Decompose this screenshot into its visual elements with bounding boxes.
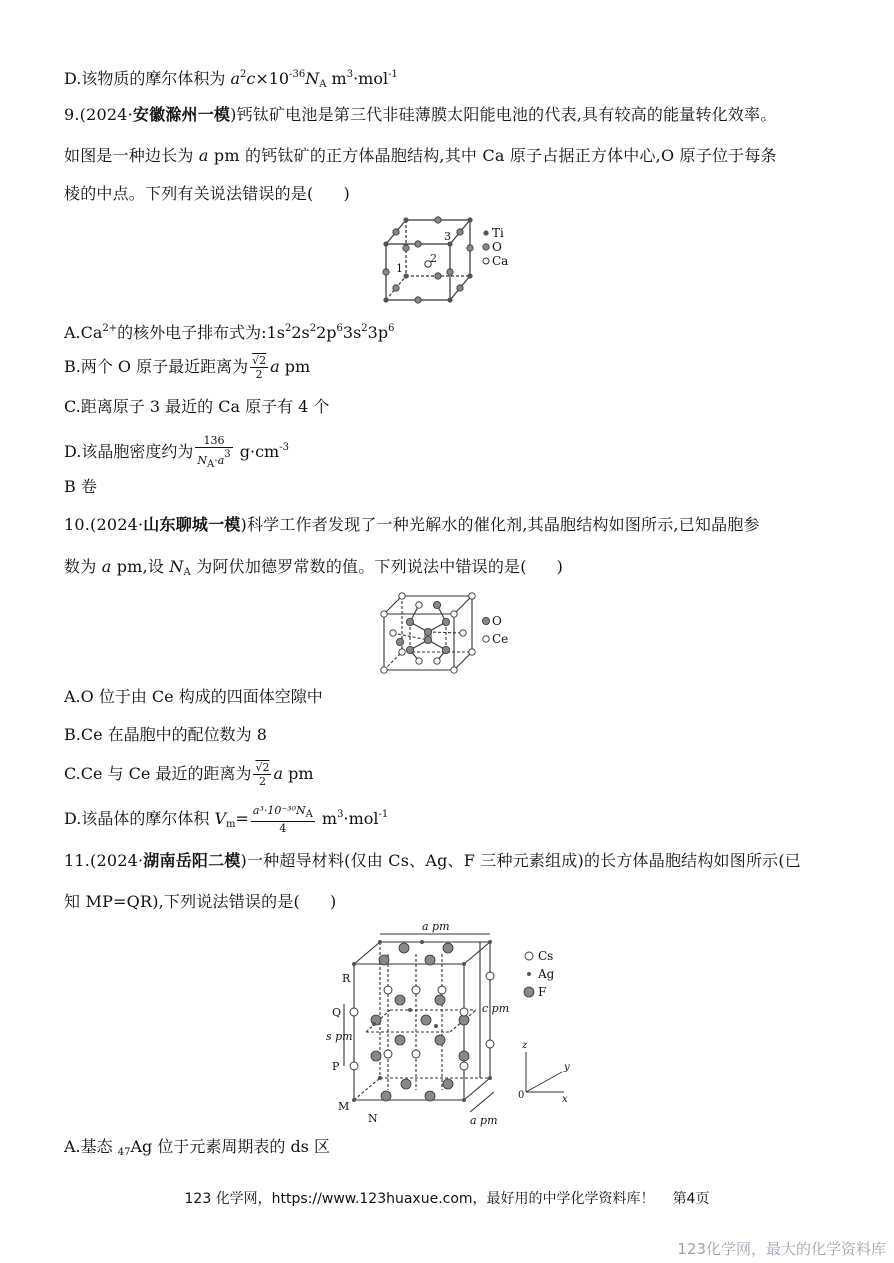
ag-atom xyxy=(408,1008,412,1012)
o-atom xyxy=(393,285,399,291)
f-atom xyxy=(379,955,389,965)
axis-x: x xyxy=(562,1094,568,1105)
legend-o: O xyxy=(492,240,502,254)
ce-atom xyxy=(434,658,440,664)
q8d-na: N xyxy=(305,69,320,88)
ti-atom xyxy=(467,217,472,222)
legend-ce-icon xyxy=(483,636,489,642)
q10b-text: B.Ce 在晶胞中的配位数为 8 xyxy=(64,725,267,744)
q9a-c0: 2 xyxy=(284,323,292,334)
legend-ag: Ag xyxy=(538,967,555,981)
label-1: 1 xyxy=(396,262,403,275)
ce-atom xyxy=(416,602,422,608)
q10d-unit: m xyxy=(316,809,338,828)
q9a-sup: 2+ xyxy=(102,323,118,334)
ce-atom xyxy=(390,630,396,636)
cs-atom xyxy=(350,1062,358,1070)
q9a-c7: 3p xyxy=(367,323,389,342)
legend-ti: Ti xyxy=(492,226,504,240)
q9d-num: 136 xyxy=(195,434,232,448)
q9a-text: A.Ca xyxy=(64,323,103,342)
q10d-unit-exp: 3 xyxy=(337,809,344,820)
q10d-den: 4 xyxy=(279,822,287,835)
f-atom xyxy=(371,1051,381,1061)
label-s: s pm xyxy=(326,1030,353,1043)
o-atom xyxy=(442,646,449,653)
q10-line2-var: a xyxy=(101,557,112,576)
cs-atom xyxy=(412,1050,420,1058)
ce-atom xyxy=(416,658,422,664)
ce-atom xyxy=(451,667,457,673)
q9b-unit: pm xyxy=(279,357,311,376)
q9a-c3: 2p xyxy=(316,323,337,342)
label-3: 3 xyxy=(444,230,451,243)
q9a-c4: 6 xyxy=(336,323,343,334)
ag-atom xyxy=(372,1022,376,1026)
ti-atom xyxy=(403,273,408,278)
q10-line2a: 数为 xyxy=(64,557,102,576)
q8d-text: D.该物质的摩尔体积为 xyxy=(64,69,231,88)
label-Q: Q xyxy=(332,1006,342,1019)
q11-stem-line1 xyxy=(64,850,801,872)
ce-atom xyxy=(381,667,387,673)
q10c-fraction xyxy=(253,761,271,788)
q9-option-a xyxy=(64,318,394,344)
f-atom xyxy=(435,1035,445,1045)
q10d-v-sub: m xyxy=(226,819,236,830)
q11-number: 11.(2024· xyxy=(64,851,144,870)
f-atom xyxy=(395,1035,405,1045)
o-atom xyxy=(403,245,409,251)
q11-cs-ag-f-cell-figure xyxy=(326,920,580,1128)
ti-atom xyxy=(383,297,388,302)
q9-line1: )钙钛矿电池是第三代非硅薄膜太阳能电池的代表,具有较高的能量转化效率。 xyxy=(230,105,777,124)
q10-stem-line2 xyxy=(64,556,563,584)
cs-atom xyxy=(460,1008,468,1016)
o-atom xyxy=(415,241,421,247)
o-atom xyxy=(435,273,441,279)
q9d-den-n: N xyxy=(197,454,207,467)
ti-atom xyxy=(447,297,452,302)
q9-perovskite-cell-figure xyxy=(378,214,518,306)
page-number: 第4页 xyxy=(672,1191,710,1207)
legend-cs-icon xyxy=(525,952,533,960)
legend-cs: Cs xyxy=(538,949,554,963)
f-atom xyxy=(399,943,409,953)
q9d-den-b: ·a xyxy=(214,454,225,467)
q9b-fraction xyxy=(250,354,268,381)
cs-atom xyxy=(438,986,446,994)
q10-option-d xyxy=(64,804,388,836)
q9b-var: a xyxy=(270,357,280,376)
legend-f-icon xyxy=(524,987,534,997)
q11-source: 湖南岳阳二模 xyxy=(143,851,241,870)
label-2: 2 xyxy=(430,252,437,265)
ce-atom xyxy=(381,611,387,617)
q9d-den xyxy=(195,448,232,471)
q10-stem-line1 xyxy=(64,514,760,536)
q9-line2a: 如图是一种边长为 xyxy=(64,146,199,165)
axis-y: y xyxy=(564,1062,570,1073)
q10a-text: A.O 位于由 Ce 构成的四面体空隙中 xyxy=(64,687,323,706)
section-b-title xyxy=(64,476,97,498)
o-atom xyxy=(433,601,440,608)
legend-o: O xyxy=(492,614,502,628)
q10d-num: a³·10⁻³⁰N xyxy=(252,804,306,817)
cs-atom xyxy=(486,972,494,980)
o-atom xyxy=(467,245,473,251)
o-atom xyxy=(393,229,399,235)
q8d-unit2: ·mol xyxy=(353,69,389,88)
ag-atom xyxy=(352,962,356,966)
q10d-num-sub: A xyxy=(305,809,313,820)
q10d-text: D.该晶体的摩尔体积 xyxy=(64,809,215,828)
q9d-unit: g·cm xyxy=(234,442,280,461)
q9-line2-var: a xyxy=(198,146,209,165)
q9a-c8: 6 xyxy=(388,323,395,334)
q10-na: N xyxy=(169,557,184,576)
f-atom xyxy=(421,1015,431,1025)
o-atom xyxy=(406,618,413,625)
q9-stem-line2 xyxy=(64,145,777,167)
o-atom xyxy=(435,217,441,223)
label-a-top: a pm xyxy=(422,920,450,933)
ag-atom xyxy=(488,940,492,944)
cs-atom xyxy=(412,986,420,994)
q9a-c6: 2 xyxy=(361,323,368,334)
q9d-den-sub: A xyxy=(206,459,215,470)
legend-ca: Ca xyxy=(492,254,509,268)
f-atom xyxy=(381,1091,391,1101)
q9d-den-exp: 3 xyxy=(224,449,231,460)
q11-line2a: 知 MP=QR),下列说法错误的是( xyxy=(64,892,300,911)
q9-number: 9.(2024· xyxy=(64,105,133,124)
page-footer xyxy=(0,1188,894,1208)
legend-ti-icon xyxy=(483,230,488,235)
q9b-den: 2 xyxy=(255,368,263,381)
q10d-fraction xyxy=(251,804,315,835)
legend-o-icon xyxy=(482,617,489,624)
o-atom xyxy=(447,269,453,275)
q10d-v: V xyxy=(214,809,226,828)
q9a-b: 的核外电子排布式为:1s xyxy=(117,323,285,342)
q9b-num: √2 xyxy=(252,354,267,367)
q9-line2b: pm 的钙钛矿的正方体晶胞结构,其中 Ca 原子占据正方体中心,O 原子位于每条 xyxy=(208,146,777,165)
q8d-na-sub: A xyxy=(319,79,327,90)
q10-line2c: 为阿伏加德罗常数的值。下列说法中错误的是( xyxy=(190,557,527,576)
q9-stem-line1 xyxy=(64,104,776,126)
cs-atom xyxy=(350,1008,358,1016)
legend-f: F xyxy=(538,985,547,999)
q9d-text: D.该晶胞密度约为 xyxy=(64,442,194,461)
section-b-text: B 卷 xyxy=(64,477,97,496)
f-atom xyxy=(459,1015,469,1025)
o-atom xyxy=(396,638,403,645)
q10c-den: 2 xyxy=(258,775,266,788)
q10d-eq: = xyxy=(235,809,249,828)
f-atom xyxy=(425,1091,435,1101)
ce-atom xyxy=(469,593,475,599)
label-a-bottom: a pm xyxy=(470,1114,498,1127)
q9-source: 安徽滁州一模 xyxy=(132,105,231,124)
label-M: M xyxy=(338,1100,350,1113)
legend-ca-icon xyxy=(483,258,489,264)
legend-o-icon xyxy=(483,244,489,250)
q9d-unit-exp: -3 xyxy=(279,442,289,453)
o-atom xyxy=(424,636,431,643)
ag-atom xyxy=(462,962,466,966)
q11a-text: A.基态 xyxy=(64,1137,118,1156)
q9-line3a: 棱的中点。下列有关说法错误的是( xyxy=(64,184,314,203)
watermark: 123化学网，最大的化学资料库 xyxy=(677,1240,886,1258)
cs-atom xyxy=(460,1062,468,1070)
ag-atom xyxy=(462,1098,466,1102)
f-atom xyxy=(435,995,445,1005)
q8d-var-a: a xyxy=(230,69,240,88)
cs-atom xyxy=(486,1040,494,1048)
q10-option-a xyxy=(64,686,323,708)
label-P: P xyxy=(332,1060,340,1073)
q11-option-a xyxy=(64,1136,330,1164)
q9-option-b xyxy=(64,354,310,381)
q8d-exp: -36 xyxy=(289,69,306,80)
label-N: N xyxy=(368,1112,378,1125)
o-atom xyxy=(406,646,413,653)
o-atom xyxy=(442,618,449,625)
ce-atom xyxy=(451,611,457,617)
f-atom xyxy=(395,995,405,1005)
q9-option-d xyxy=(64,434,289,471)
q8-option-d xyxy=(64,64,398,96)
f-atom xyxy=(425,955,435,965)
ag-atom xyxy=(378,940,382,944)
ce-atom xyxy=(469,649,475,655)
q9a-c5: 3s xyxy=(342,323,362,342)
ti-atom xyxy=(403,217,408,222)
q8d-unit-exp: 3 xyxy=(346,69,354,80)
label-c: c pm xyxy=(482,1002,510,1015)
q10c-text: C.Ce 与 Ce 最近的距离为 xyxy=(64,764,252,783)
q10-option-c xyxy=(64,761,314,788)
o-atom xyxy=(457,229,463,235)
q11-line1: )一种超导材料(仅由 Cs、Ag、F 三种元素组成)的长方体晶胞结构如图所示(已 xyxy=(240,851,801,870)
q9c-text: C.距离原子 3 最近的 Ca 原子有 4 个 xyxy=(64,397,330,416)
q10-line2d: ) xyxy=(556,557,564,576)
q10-line1: )科学工作者发现了一种光解水的催化剂,其晶胞结构如图所示,已知晶胞参 xyxy=(240,515,760,534)
q8d-unit2-exp: -1 xyxy=(388,69,398,80)
o-atom xyxy=(383,269,389,275)
ag-atom xyxy=(488,1076,492,1080)
q10-option-b xyxy=(64,724,267,746)
q9b-text: B.两个 O 原子最近距离为 xyxy=(64,357,249,376)
q10-na-sub: A xyxy=(183,567,191,578)
q11-line2b: ) xyxy=(329,892,337,911)
ag-atom xyxy=(434,1024,438,1028)
legend-ag-icon xyxy=(527,972,531,976)
footer-text: 123 化学网，https://www.123huaxue.com，最好用的中学化学资料库！ xyxy=(184,1191,655,1207)
ce-atom xyxy=(399,593,405,599)
label-R: R xyxy=(342,972,351,985)
ti-atom xyxy=(383,241,388,246)
legend-ce: Ce xyxy=(492,632,509,646)
ag-atom xyxy=(420,940,424,944)
q10-number: 10.(2024· xyxy=(64,515,144,534)
cs-atom xyxy=(384,1050,392,1058)
o-atom xyxy=(415,297,421,303)
q9-stem-line3 xyxy=(64,183,350,205)
f-atom xyxy=(401,1079,411,1089)
q10c-var: a xyxy=(273,764,284,783)
q10c-num: √2 xyxy=(255,761,270,774)
q11a-b: Ag 位于元素周期表的 ds 区 xyxy=(130,1137,330,1156)
q10d-unit2-exp: -1 xyxy=(378,809,389,820)
q10-source: 山东聊城一模 xyxy=(143,515,241,534)
q9a-c2: 2 xyxy=(309,323,317,334)
f-atom xyxy=(459,1051,469,1061)
axis-z: z xyxy=(522,1040,528,1051)
q10c-unit: pm xyxy=(283,764,314,783)
cs-atom xyxy=(384,986,392,994)
q9a-c1: 2s xyxy=(291,323,310,342)
ag-atom xyxy=(378,1076,382,1080)
q8d-var-c: c xyxy=(246,69,256,88)
f-atom xyxy=(443,943,453,953)
ti-atom xyxy=(467,273,472,278)
q9-line3b: ) xyxy=(343,184,350,203)
o-atom xyxy=(424,628,431,635)
q11a-sub: 47 xyxy=(117,1147,131,1158)
q9d-fraction xyxy=(195,434,232,471)
q9-option-c xyxy=(64,396,329,418)
q11-stem-line2 xyxy=(64,891,336,913)
axis-origin: 0 xyxy=(518,1090,525,1101)
f-atom xyxy=(443,1079,453,1089)
q10-line2b: pm,设 xyxy=(111,557,170,576)
q10d-unit2: ·mol xyxy=(343,809,379,828)
q8d-times: ×10 xyxy=(255,69,290,88)
q8d-exp2: 2 xyxy=(239,69,247,80)
q8d-unit: m xyxy=(326,69,347,88)
o-atom xyxy=(457,285,463,291)
q10-ceo2-cell-figure xyxy=(378,592,528,676)
ce-atom xyxy=(460,630,466,636)
ag-atom xyxy=(352,1098,356,1102)
q10d-num-wrap xyxy=(251,804,315,822)
ce-atom xyxy=(399,649,405,655)
